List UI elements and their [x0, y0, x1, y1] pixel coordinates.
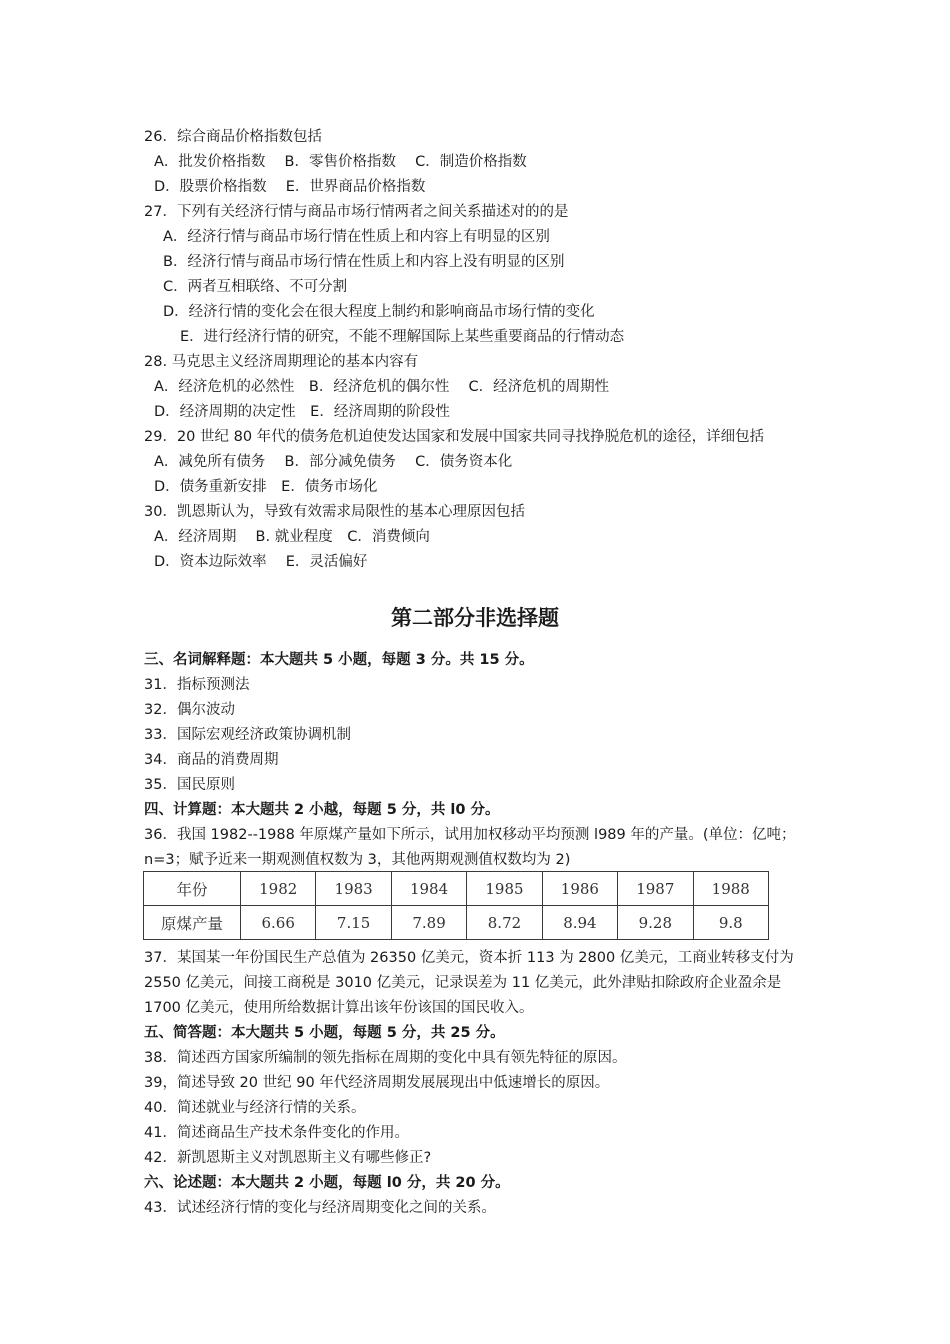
section-4-heading: 四、计算题：本大题共 2 小越，每题 5 分，共 l0 分。 [144, 802, 500, 818]
table-cell-output: 8.94 [542, 906, 617, 940]
question-40: 40．简述就业与经济行情的关系。 [144, 1100, 366, 1116]
question-36-line-1: 36．我国 1982--1988 年原煤产量如下所示，试用加权移动平均预测 l989 年的产量。(单位：亿吨； [144, 827, 796, 843]
question-30-options-1: A．经济周期 B. 就业程度 C．消费倾向 [154, 529, 430, 545]
question-27-option-d: D．经济行情的变化会在很大程度上制约和影响商品市场行情的变化 [163, 304, 595, 320]
question-37-line-3: 1700 亿美元，使用所给数据计算出该年份该国的国民收入。 [144, 1000, 534, 1016]
section-6-heading: 六、论述题：本大题共 2 小题，每题 l0 分，共 20 分。 [144, 1175, 510, 1191]
question-26-options-1: A．批发价格指数 B．零售价格指数 C．制造价格指数 [154, 154, 527, 170]
table-cell-year: 1985 [467, 872, 542, 906]
table-cell-output: 8.72 [467, 906, 542, 940]
part-two-title: 第二部分非选择题 [391, 606, 559, 630]
table-cell-year: 1987 [618, 872, 693, 906]
question-35: 35．国民原则 [144, 777, 235, 793]
question-27-option-a: A．经济行情与商品市场行情在性质上和内容上有明显的区别 [163, 229, 550, 245]
question-36-line-2: n=3；赋予近来一期观测值权数为 3，其他两期观测值权数均为 2) [144, 852, 571, 868]
question-31: 31．指标预测法 [144, 677, 250, 693]
question-30: 30．凯恩斯认为，导致有效需求局限性的基本心理原因包括 [144, 504, 525, 520]
table-cell-year: 1984 [391, 872, 466, 906]
question-30-options-2: D．资本边际效率 E．灵活偏好 [154, 554, 368, 570]
table-cell-output: 6.66 [241, 906, 316, 940]
coal-output-table [143, 871, 769, 940]
table-row-output [144, 906, 769, 940]
question-27-option-b: B．经济行情与商品市场行情在性质上和内容上没有明显的区别 [163, 254, 565, 270]
question-43: 43．试述经济行情的变化与经济周期变化之间的关系。 [144, 1200, 496, 1216]
question-29-options-1: A．减免所有债务 B．部分减免债务 C．债务资本化 [154, 454, 513, 470]
section-5-heading: 五、简答题：本大题共 5 小题，每题 5 分，共 25 分。 [144, 1025, 505, 1041]
question-26-options-2: D．股票价格指数 E．世界商品价格指数 [154, 179, 426, 195]
table-cell-output: 9.28 [618, 906, 693, 940]
table-cell-output: 7.89 [391, 906, 466, 940]
table-header-output: 原煤产量 [144, 906, 241, 940]
question-41: 41．简述商品生产技术条件变化的作用。 [144, 1125, 409, 1141]
question-26: 26．综合商品价格指数包括 [144, 129, 322, 145]
question-37-line-2: 2550 亿美元，间接工商税是 3010 亿美元，记录误差为 11 亿美元，此外津贴扣除政府企业盈余是 [144, 975, 782, 991]
question-42: 42．新凯恩斯主义对凯恩斯主义有哪些修正? [144, 1150, 432, 1166]
table-header-year: 年份 [144, 872, 241, 906]
section-3-heading: 三、名词解释题：本大题共 5 小题，每题 3 分。共 15 分。 [144, 652, 534, 668]
question-39: 39，简述导致 20 世纪 90 年代经济周期发展展现出中低速增长的原因。 [144, 1075, 610, 1091]
table-cell-output: 7.15 [316, 906, 391, 940]
question-28: 28. 马克思主义经济周期理论的基本内容有 [144, 354, 419, 370]
question-27: 27．下列有关经济行情与商品市场行情两者之间关系描述对的的是 [144, 204, 569, 220]
table-cell-output: 9.8 [693, 906, 768, 940]
table-cell-year: 1982 [241, 872, 316, 906]
question-29: 29．20 世纪 80 年代的债务危机迫使发达国家和发展中国家共同寻找挣脱危机的途径，详细包括 [144, 429, 765, 445]
table-cell-year: 1986 [542, 872, 617, 906]
question-27-option-e: E．进行经济行情的研究，不能不理解国际上某些重要商品的行情动态 [180, 329, 625, 345]
table-cell-year: 1983 [316, 872, 391, 906]
question-28-options-1: A．经济危机的必然性 B．经济危机的偶尔性 C．经济危机的周期性 [154, 379, 610, 395]
table-row-years [144, 872, 769, 906]
table-cell-year: 1988 [693, 872, 768, 906]
question-33: 33．国际宏观经济政策协调机制 [144, 727, 351, 743]
question-38: 38．简述西方国家所编制的领先指标在周期的变化中具有领先特征的原因。 [144, 1050, 627, 1066]
question-27-option-c: C．两者互相联络、不可分割 [163, 279, 348, 295]
question-37-line-1: 37．某国某一年份国民生产总值为 26350 亿美元，资本折 113 为 2800 亿美元，工商业转移支付为 [144, 950, 794, 966]
question-32: 32．偶尔波动 [144, 702, 235, 718]
question-34: 34．商品的消费周期 [144, 752, 279, 768]
question-29-options-2: D．债务重新安排 E．债务市场化 [154, 479, 378, 495]
question-28-options-2: D．经济周期的决定性 E．经济周期的阶段性 [154, 404, 450, 420]
